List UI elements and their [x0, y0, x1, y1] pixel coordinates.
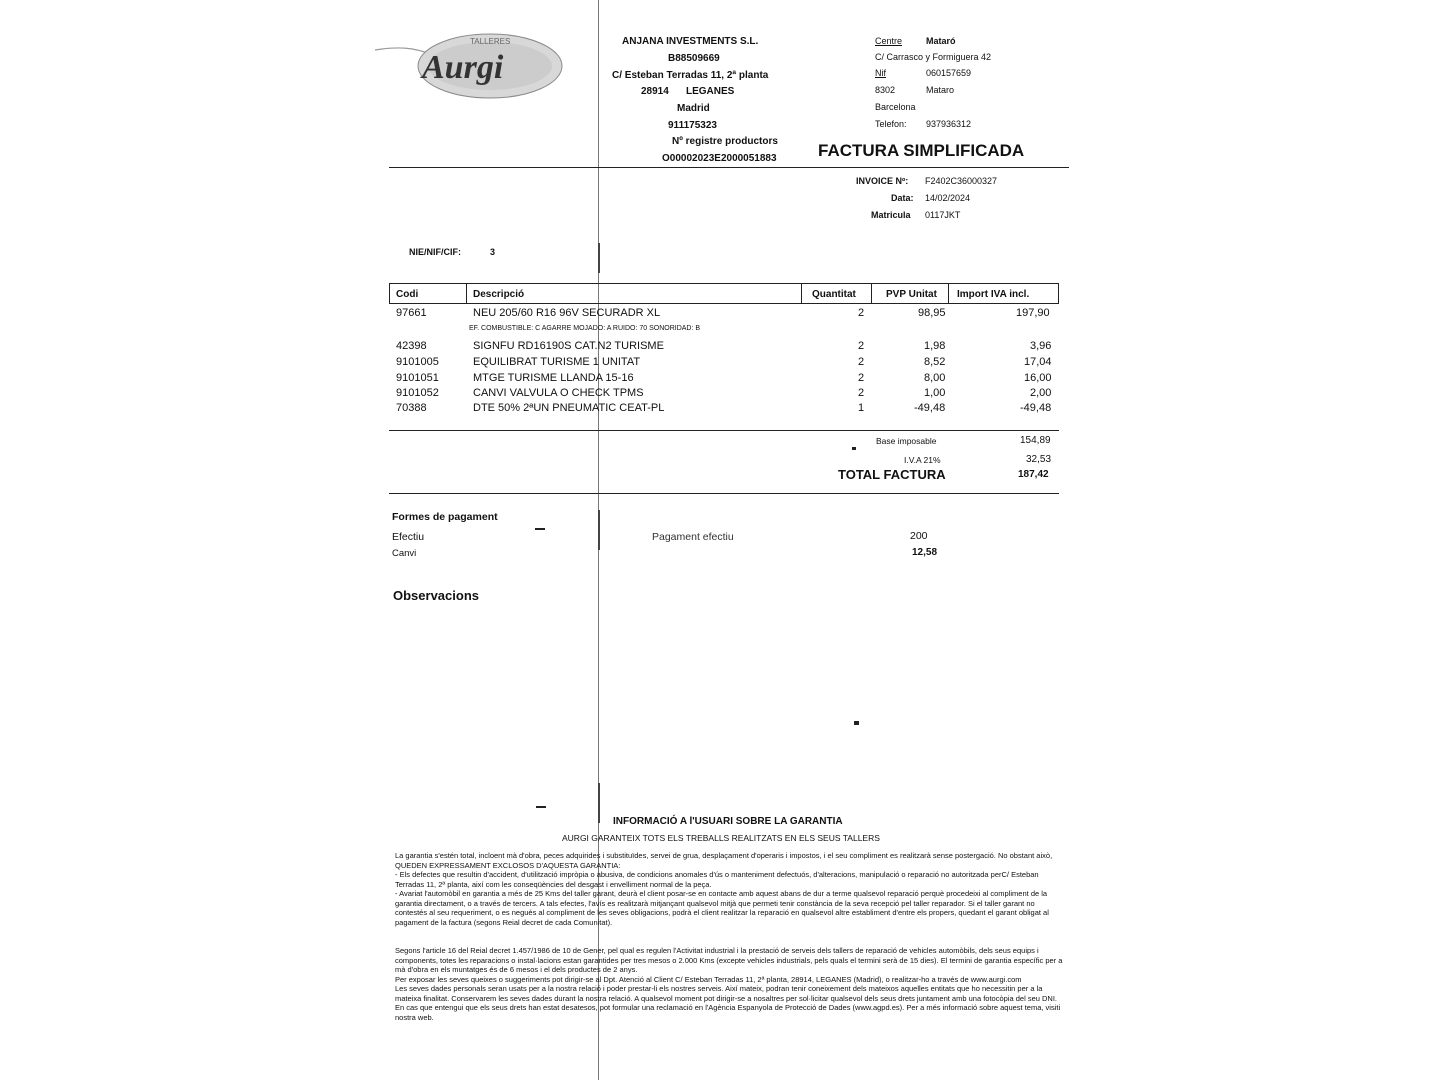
centre-region: Barcelona — [875, 102, 916, 112]
table-row — [396, 307, 1056, 322]
paid-value: 200 — [910, 530, 928, 542]
observations-title: Observacions — [393, 588, 479, 603]
totals-divider — [389, 493, 1059, 494]
invoice-date-value: 14/02/2024 — [925, 193, 971, 203]
header-total: Import IVA incl. — [957, 289, 1030, 300]
svg-text:Aurgi: Aurgi — [422, 49, 504, 86]
row-total: 17,04 — [1024, 356, 1052, 368]
warranty-paragraph: - Avariat l'automòbil en garantia a més de 25 Kms del taller garant, deurà el client posar-se en contacte amb aquest abans de dur a terme qualsevol reparació perquè procedeixi al compliment de la garantia directament, o a través de tercers. A tals efectes, l'avís es realitzarà mitjançant qualsevol mitjà que permeti tenir constància de la seva recepció pel taller reparador. Si el taller garant no contestés al seu requeriment, o es negués al compliment de les seves obligacions, podrà el client realitzar la reparació en qualsevol altre establiment d'entre els propers, quedant el garant obligat al pagament de la factura (segons Reial decret de cada Comunitat). — [395, 889, 1049, 927]
invoice-number-value: F2402C36000327 — [925, 176, 998, 186]
company-name: ANJANA INVESTMENTS S.L. — [622, 36, 759, 47]
scan-artifact-mark — [598, 783, 600, 823]
company-phone: 911175323 — [668, 120, 717, 131]
change-label: Canvi — [392, 548, 417, 559]
warranty-paragraph: La garantia s'estén total, incloent mà d'obra, peces adquirides i substituïdes, servei de grua, desplaçament d'operaris i impostos, i el seu compliment es realitzarà sense postergació. No obstant això, QUEDEN EXPRESSAMENT EXCLOSOS D'AQUESTA GARANTIA: — [395, 851, 1053, 870]
paid-label: Pagament efectiu — [652, 531, 734, 543]
total-label: TOTAL FACTURA — [838, 467, 946, 482]
row-total: -49,48 — [1020, 402, 1052, 414]
row-total: 2,00 — [1030, 387, 1052, 399]
header-divider — [389, 167, 1069, 168]
header-quantity: Quantitat — [802, 284, 872, 303]
base-label: Base imposable — [876, 436, 937, 446]
row-code: 97661 — [396, 307, 427, 319]
customer-nif-label: NIE/NIF/CIF: — [409, 247, 461, 257]
row-unit-price: 1,00 — [924, 387, 946, 399]
company-cif: B88509669 — [668, 53, 720, 64]
header-unit-price: PVP Unitat — [872, 284, 949, 303]
table-row — [396, 372, 1056, 387]
table-row — [396, 340, 1056, 355]
warranty-paragraph: Segons l'article 16 del Reial decret 1.457/1986 de 10 de Gener, pel qual es regulen l'Activitat industrial i la prestació de serveis dels tallers de reparació de vehicles automòbils, dels seus equips i components, totes les reparacions o instal·lacions estan garantides per tres mesos o 2.000 Kms (excepte vehicles industrials, pels quals el termini serà de 15 dies). El termini de garantia específic per a mà d'obra en els muntatges és de 6 mesos i el dels productes de 2 anys. — [395, 946, 1063, 974]
header-code: Codi — [390, 284, 467, 303]
document-title: FACTURA SIMPLIFICADA — [818, 141, 1025, 160]
payment-title: Formes de pagament — [392, 511, 498, 523]
centre-nif-value: 060157659 — [926, 68, 972, 78]
centre-address: C/ Carrasco y Formiguera 42 — [875, 52, 992, 62]
base-value: 154,89 — [1020, 435, 1051, 446]
customer-nif-value: 3 — [490, 247, 496, 257]
row-unit-price: 1,98 — [924, 340, 946, 352]
warranty-subtitle: AURGI GARANTEIX TOTS ELS TREBALLS REALITZATS EN ELS SEUS TALLERS — [562, 833, 880, 843]
scan-artifact-mark — [598, 510, 600, 550]
items-table-header — [389, 283, 1059, 304]
row-quantity: 2 — [858, 356, 865, 368]
row-quantity: 2 — [858, 387, 865, 399]
centre-phone-value: 937936312 — [926, 119, 972, 129]
row-quantity: 1 — [858, 402, 865, 414]
company-address: C/ Esteban Terradas 11, 2ª planta — [612, 70, 769, 81]
registry-label: Nº registre productors — [672, 136, 778, 147]
tyre-label-note: EF. COMBUSTIBLE: C AGARRE MOJADO: A RUIDO: 70 SONORIDAD: B — [469, 325, 701, 332]
table-row — [396, 356, 1056, 371]
row-description: CANVI VALVULA O CHECK TPMS — [473, 387, 644, 399]
row-unit-price: -49,48 — [914, 402, 946, 414]
warranty-paragraph: Les seves dades personals seran usats per a la nostra relació i poder prestar-li els nostres serveis. Així mateix, podran tenir coneixement dels mateixos aquelles entitats que ho necessitin per a la mateixa finalitat. Conservarem les seves dades durant la nostra relació. A qualsevol moment pot dirigir-se a nosaltres per sol·licitar qualsevol dels seus drets juntament amb una fotocòpia del seu DNI. En cas que entengui que els seus drets han estat desatesos, pot formular una reclamació en l'Agència Espanyola de Protecció de Dades (www.agpd.es). Per a més informació sobre aquest tema, visiti nostra web. — [395, 984, 1061, 1022]
row-description: MTGE TURISME LLANDA 15-16 — [473, 372, 634, 384]
row-total: 16,00 — [1024, 372, 1052, 384]
row-description: NEU 205/60 R16 96V SECURADR XL — [473, 307, 661, 319]
change-value: 12,58 — [912, 547, 938, 558]
company-postal: 28914 — [641, 86, 669, 97]
scan-artifact-mark — [598, 243, 600, 273]
centre-label: Centre — [875, 36, 903, 46]
scan-speck — [852, 447, 856, 450]
invoice-plate-value: 0117JKT — [925, 210, 961, 220]
table-row — [396, 402, 1056, 417]
scan-dash — [535, 528, 545, 530]
table-bottom-divider — [389, 430, 1059, 431]
row-code: 9101052 — [396, 387, 439, 399]
centre-value: Mataró — [926, 36, 956, 46]
invoice-number-label: INVOICE Nº: — [856, 176, 909, 186]
row-description: EQUILIBRAT TURISME 1 UNITAT — [473, 356, 641, 368]
row-code: 9101051 — [396, 372, 439, 384]
warranty-paragraph: - Els defectes que resultin d'accident, d'utilització impròpia o abusiva, de condicions anomales d'ús o manteniment defectuós, d'alteracions, manipulació o reparació no autoritzada perC/ Esteban Terradas 11, 2ª planta, així com les conseqüències del desgast i envelliment normal de la peça. — [395, 870, 1039, 889]
company-province: Madrid — [677, 103, 710, 114]
centre-nif-label: Nif — [875, 68, 886, 78]
row-code: 42398 — [396, 340, 427, 352]
company-city: LEGANES — [686, 86, 735, 97]
payment-method: Efectiu — [392, 531, 425, 543]
row-unit-price: 98,95 — [918, 307, 946, 319]
table-row — [396, 387, 1056, 402]
invoice-date-label: Data: — [891, 193, 914, 203]
row-code: 9101005 — [396, 356, 439, 368]
warranty-legal-text — [395, 851, 1067, 1022]
row-total: 197,90 — [1016, 307, 1050, 319]
aurgi-logo — [370, 28, 570, 108]
row-unit-price: 8,52 — [924, 356, 946, 368]
total-value: 187,42 — [1018, 469, 1049, 480]
row-description: DTE 50% 2ªUN PNEUMATIC CEAT-PL — [473, 402, 665, 414]
header-description: Descripció — [467, 284, 802, 303]
row-quantity: 2 — [858, 307, 865, 319]
warranty-title: INFORMACIÓ A l'USUARI SOBRE LA GARANTIA — [613, 816, 843, 827]
svg-text:TALLERES: TALLERES — [470, 37, 511, 46]
row-description: SIGNFU RD16190S CAT.N2 TURISME — [473, 340, 664, 352]
row-quantity: 2 — [858, 340, 865, 352]
centre-cp: 8302 — [875, 85, 896, 95]
iva-value: 32,53 — [1026, 454, 1052, 465]
registry-value: O00002023E2000051883 — [662, 153, 777, 164]
centre-phone-label: Telefon: — [875, 119, 907, 129]
invoice-plate-label: Matricula — [871, 210, 911, 220]
centre-cp-city: Mataro — [926, 85, 955, 95]
scan-speck — [854, 721, 859, 725]
iva-label: I.V.A 21% — [904, 455, 941, 465]
row-code: 70388 — [396, 402, 427, 414]
row-quantity: 2 — [858, 372, 865, 384]
scan-speck — [536, 806, 546, 808]
row-total: 3,96 — [1030, 340, 1052, 352]
row-unit-price: 8,00 — [924, 372, 946, 384]
warranty-paragraph: Per exposar les seves queixes o suggeriments pot dirigir-se al Dpt. Atenció al Client C/ Esteban Terradas 11, 2ª planta, 28914, LEGANES (Madrid), o realitzar-ho a través de www.aurgi.com — [395, 974, 1022, 984]
